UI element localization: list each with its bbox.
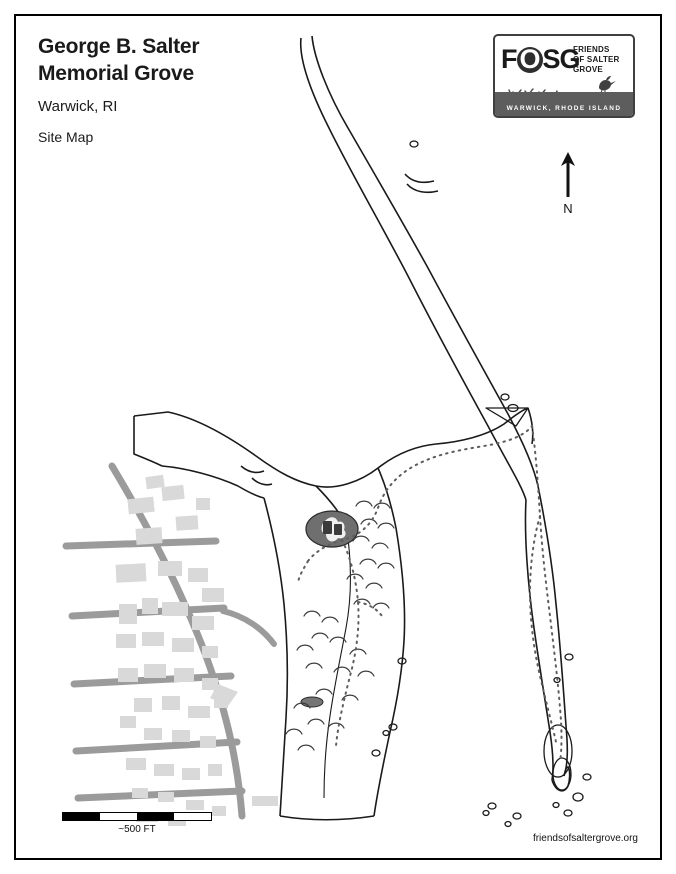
compass-label: N [563, 201, 573, 216]
road-network [66, 466, 274, 816]
logo-wordmark [501, 44, 580, 75]
north-arrow-icon [557, 152, 579, 198]
scale-segment [100, 813, 137, 820]
pond-feature [301, 511, 358, 707]
page-title-line2: Memorial Grove [38, 61, 194, 85]
logo-full-name [573, 45, 620, 75]
compass-rose [548, 152, 588, 216]
logo-location-band: WARWICK, RHODE ISLAND [495, 92, 633, 116]
logo-mark-sg: SG [542, 44, 580, 74]
scale-segment [174, 813, 211, 820]
website-credit: friendsofsaltergrove.org [532, 833, 638, 844]
shoreline-outline [134, 36, 570, 820]
logo-name-line3: GROVE [573, 65, 603, 74]
building-footprints [116, 475, 278, 826]
logo-name-line1: FRIENDS [573, 45, 610, 54]
bird-icon [595, 74, 617, 94]
logo-mark-f: F [501, 44, 517, 74]
scale-segment [63, 813, 100, 820]
page-title-line1: George B. Salter [38, 35, 200, 58]
logo-mark-o: O [517, 47, 543, 73]
islet-shapes [372, 141, 591, 827]
scale-bar-segments [62, 812, 212, 821]
map-kind-label: Site Map [38, 128, 94, 145]
fosg-logo [493, 34, 635, 118]
scale-segment [137, 813, 174, 820]
scale-label: ~500 FT [118, 824, 156, 835]
page-title [38, 34, 368, 88]
logo-name-line2: OF SALTER [573, 55, 620, 64]
scale-bar [62, 812, 212, 835]
map-location: Warwick, RI [38, 97, 118, 115]
trail-paths [298, 426, 562, 762]
title-block [38, 34, 368, 145]
